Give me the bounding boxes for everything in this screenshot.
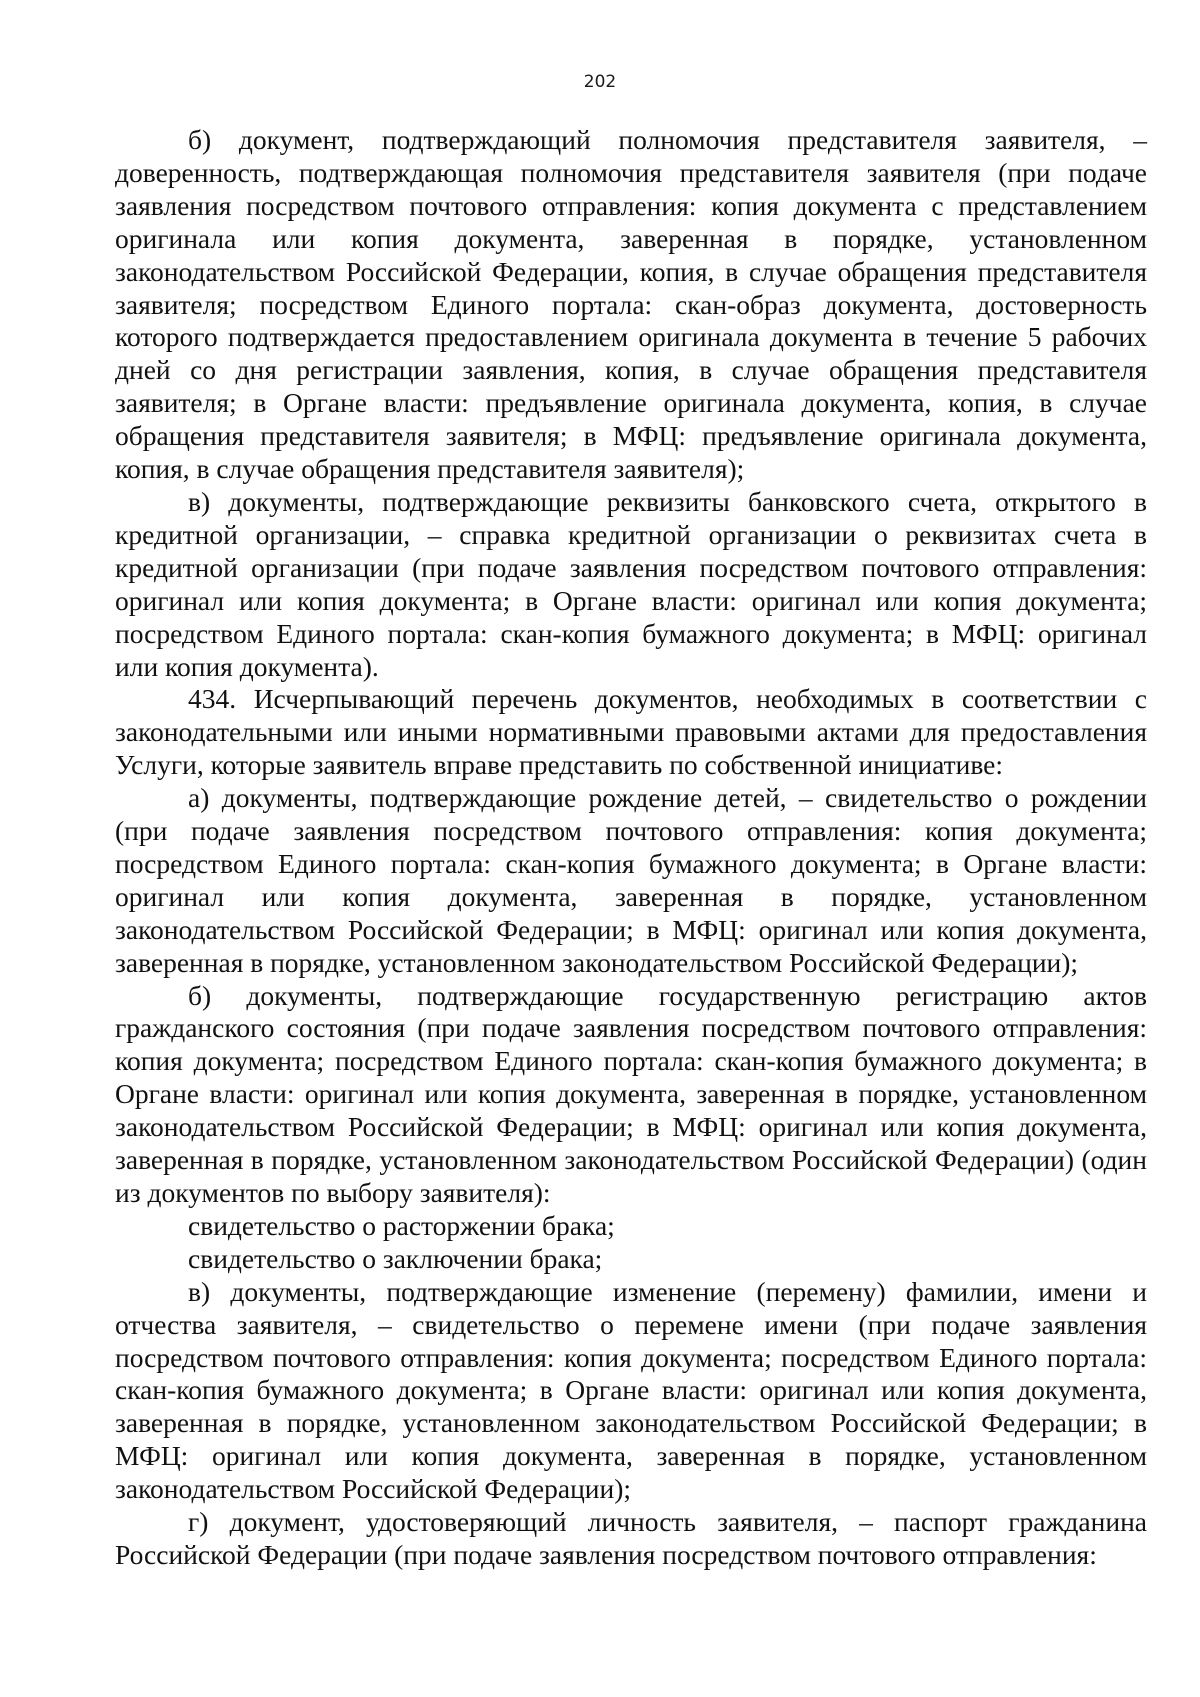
paragraph-a-birth-documents: а) документы, подтверждающие рождение детей, – свидетельство о рождении (при подаче заявления посредством почтового отправления: копия документа; посредством Единого портала: скан-копия бумажного документа; в Органе власти: оригинал или копия документа, заверенная в порядке, установленном законодательством Российской Федерации; в МФЦ: оригинал или копия документа, заверенная в порядке, установленном законодательством Российской Федерации); [115,782,1147,978]
list-item-marriage-certificate: свидетельство о заключении брака; [188,1242,603,1274]
paragraph-g-identity-document: г) документ, удостоверяющий личность заявителя, – паспорт гражданина Российской Федерации (при подаче заявления посредством почтового отправления: [115,1506,1147,1570]
page-number: 202 [583,72,617,92]
document-body [115,124,1147,1572]
paragraph-434-documents-list: 434. Исчерпывающий перечень документов, необходимых в соответствии с законодательными или иными нормативными правовыми актами для предоставления Услуги, которые заявитель вправе представить по собственной инициативе: [115,683,1147,781]
paragraph-b-civil-registration: б) документы, подтверждающие государственную регистрацию актов гражданского состояния (при подаче заявления посредством почтового отправления: копия документа; посредством Единого портала: скан-копия бумажного документа; в Органе власти: оригинал или копия документа, заверенная в порядке, установленном законодательством Российской Федерации; в МФЦ: оригинал или копия документа, заверенная в порядке, установленном законодательством Российской Федерации) (один из документов по выбору заявителя): [115,979,1147,1208]
paragraph-b-representative-authority: б) документ, подтверждающий полномочия представителя заявителя, – доверенность, подтверждающая полномочия представителя заявителя (при подаче заявления посредством почтового отправления: копия документа с представлением оригинала или копия документа, заверенная в порядке, установленном законодательством Российской Федерации, копия, в случае обращения представителя заявителя; посредством Единого портала: скан-образ документа, достоверность которого подтверждается предоставлением оригинала документа в течение 5 рабочих дней со дня регистрации заявления, копия, в случае обращения представителя заявителя; в Органе власти: предъявление оригинала документа, копия, в случае обращения представителя заявителя; в МФЦ: предъявление оригинала документа, копия, в случае обращения представителя заявителя); [115,124,1147,485]
list-item-divorce-certificate: свидетельство о расторжении брака; [188,1209,615,1241]
paragraph-v-name-change: в) документы, подтверждающие изменение (перемену) фамилии, имени и отчества заявителя, – свидетельство о перемене имени (при подаче заявления посредством почтового отправления: копия документа; посредством Единого портала: скан-копия бумажного документа; в Органе власти: оригинал или копия документа, заверенная в порядке, установленном законодательством Российской Федерации; в МФЦ: оригинал или копия документа, заверенная в порядке, установленном законодательством Российской Федерации); [115,1275,1147,1505]
paragraph-v-bank-details: в) документы, подтверждающие реквизиты банковского счета, открытого в кредитной организации, – справка кредитной организации о реквизитах счета в кредитной организации (при подаче заявления посредством почтового отправления: оригинал или копия документа; в Органе власти: оригинал или копия документа; посредством Единого портала: скан-копия бумажного документа; в МФЦ: оригинал или копия документа). [115,485,1147,682]
